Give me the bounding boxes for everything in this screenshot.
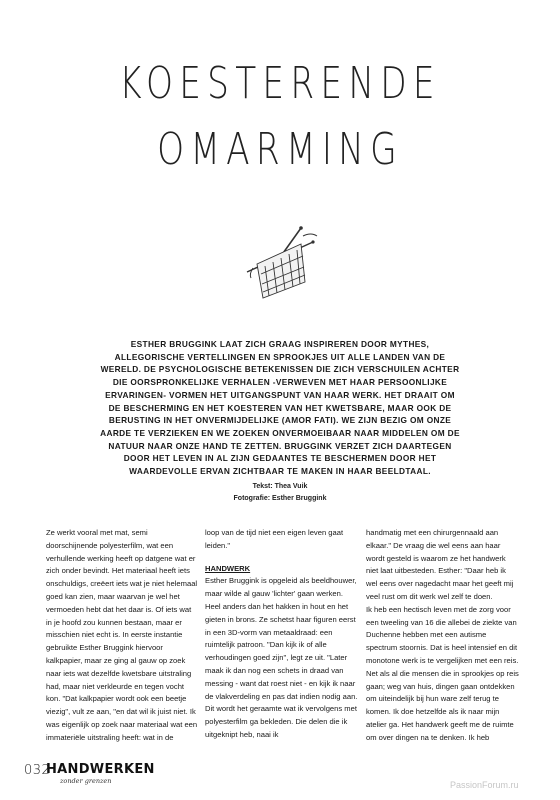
article-title-line2: OMARMING [157, 124, 403, 175]
credit-text: Tekst: Thea Vuik [252, 483, 308, 490]
credit-photo: Fotografie: Esther Bruggink [233, 495, 327, 502]
section-heading: HANDWERK [205, 563, 251, 573]
body-paragraph: Esther Bruggink is opgeleid als beeldhouwer, maar wilde al gauw 'lichter' gaan werken. Heel anders dan het hakken in hout en het gieten in brons. Ze schetst haar figuren eerst in een 3D-vorm van metaaldraad: een ruimtelijk patroon. "Dan kijk ik of alle verhoudingen goed zijn", legt ze uit. "Later maak ik dan nog een schets in draad van messing - want dat roest niet - en kijk ik naar de vlakverdeling en pas dat indien nodig aan. Dit wordt het geraamte wat ik vervolgens met polyesterfilm ga bekleden. Die delen die ik uitgeknipt heb, naai ik [205, 576, 358, 739]
article-title-line1: KOESTERENDE [119, 58, 441, 109]
knitting-needles-icon [243, 222, 321, 300]
body-column-3 [366, 527, 519, 745]
body-column-2 [205, 527, 358, 742]
magazine-brand: HANDWERKEN [46, 762, 155, 777]
magazine-tagline: zonder grenzen [60, 777, 112, 785]
body-paragraph: Ze werkt vooral met mat, semi doorschijnende polyesterfilm, wat een verhullende werking heeft op datgene wat er zich onder bevindt. Het materiaal heeft iets onschuldigs, creëert iets wat je niet helemaal goed kan zien, maar waarvan je wel het vermoeden hebt dat het daar is. Of iets wat in je hoofd zou kunnen bestaan, maar er misschien niet echt is. In eerste instantie gebruikte Esther Bruggink hiervoor kalkpapier, maar ze ging al gauw op zoek naar iets wat dezelfde kwetsbare uitstraling had, maar niet verkleurde en tegen vocht kon. "Dat kalkpapier wordt ook een beetje viezig", vult ze aan, "en dat wil ik juist niet. Ik was eigenlijk op zoek naar materiaal wat een immateriële uitstraling heeft: wat in de [46, 528, 198, 742]
page-folio [24, 763, 164, 789]
body-paragraph: Ik heb een hectisch leven met de zorg voor een tweeling van 16 die allebei de ziekte van Duchenne hebben met een autisme spectrum stoornis. Dat is heel intensief en dit monotone werk is te vergelijken met een reis. Net als al die mensen die in sprookjes op reis gaan; weg van huis, dingen gaan ontdekken om uiteindelijk bij hun ware zelf terug te komen. Ik doe hetzelfde als ik naar mijn atelier ga. Het handwerk geeft me de ruimte om over dingen na te denken. Ik heb [366, 604, 519, 742]
body-paragraph: handmatig met een chirurgennaald aan elkaar." De vraag die wel eens aan haar wordt gesteld is waarom ze het handwerk niet laat uitbesteden. Esther: "Daar heb ik wel eens over nagedacht maar het geeft mij veel rust om dit werk wel zelf te doen. [366, 528, 514, 601]
page-number: 032 [24, 763, 51, 778]
article-credits [200, 481, 360, 505]
article-intro: ESTHER BRUGGINK LAAT ZICH GRAAG INSPIREREN DOOR MYTHES, ALLEGORISCHE VERTELLINGEN EN SPROOKJES UIT ALLE LANDEN VAN DE WERELD. DE PSYCHOLOGISCHE BETEKENISSEN DIE ZICH VERSCHUILEN ACHTER DIE OORSPRONKELIJKE VERHALEN -VERWEVEN MET HAAR PERSOONLIJKE ERVARINGEN- VORMEN HET UITGANGSPUNT VAN HAAR WERK. HET DRAAIT OM DE BESCHERMING EN HET KOESTEREN VAN HET KWETSBARE, MAAR OOK DE BERUSTING IN HET ONVERMIJDELIJKE (AMOR FATI). WE ZIJN BEZIG OM ONZE AARDE TE VERZIEKEN EN WE ZOEKEN ONVERMOEIBAAR NAAR MIDDELEN OM DE NATUUR NAAR ONZE HAND TE ZETTEN. BRUGGINK VERZET ZICH DAARTEGEN DOOR HET LEVEN IN AL ZIJN GEDAANTES TE BESCHERMEN DOOR HET WAARDEVOLLE ERVAN ZICHTBAAR TE MAKEN IN HAAR BEELDTAAL. [100, 339, 460, 477]
body-column-1 [46, 527, 199, 745]
body-paragraph: loop van de tijd niet een eigen leven gaat leiden." [205, 528, 344, 550]
watermark: PassionForum.ru [450, 780, 519, 790]
